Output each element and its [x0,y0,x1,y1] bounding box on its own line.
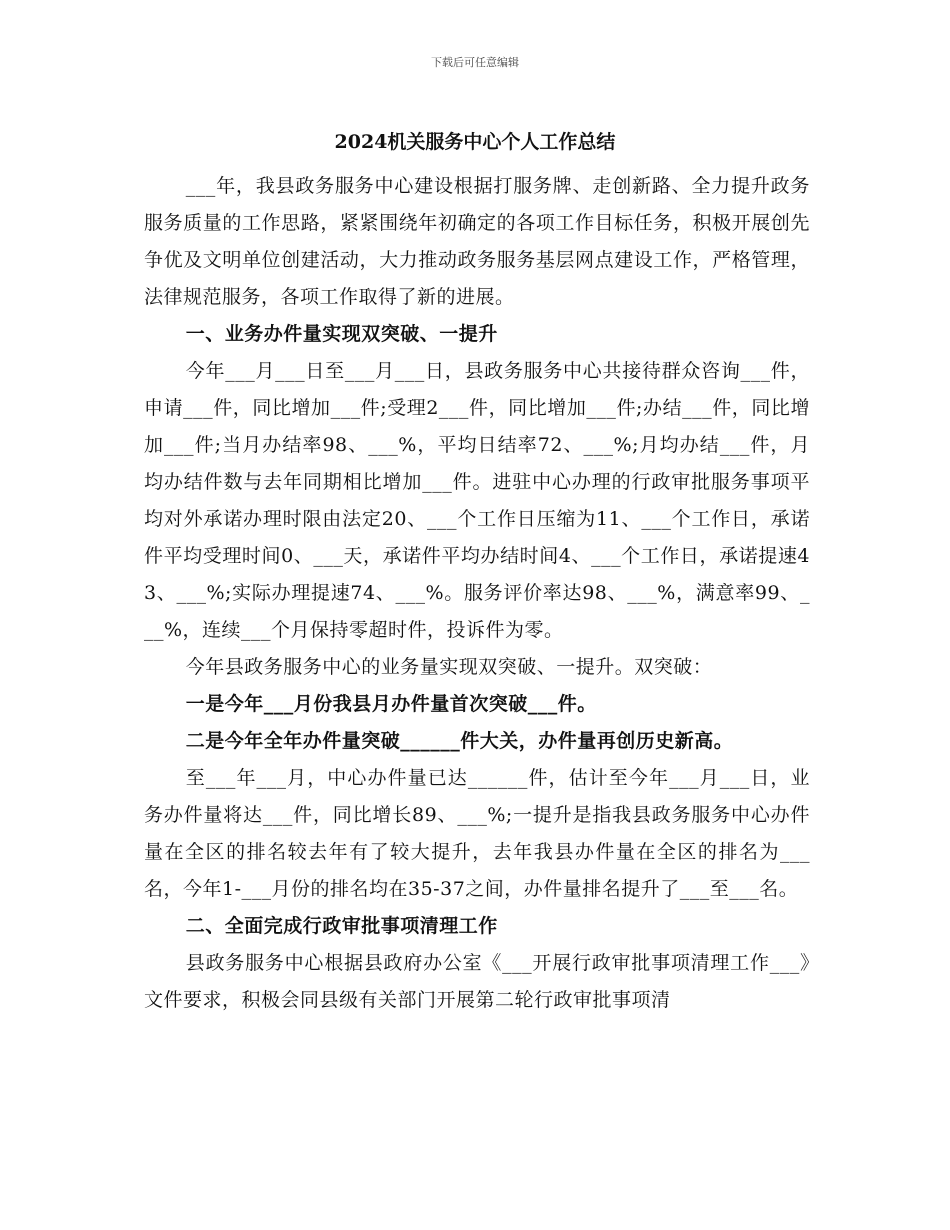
intro-paragraph: ___年，我县政务服务中心建设根据打服务牌、走创新路、全力提升政务服务质量的工作思路，紧紧围绕年初确定的各项工作目标任务，积极开展创先争优及文明单位创建活动，大力推动政务服务基层网点建设工作，严格管理，法律规范服务，各项工作取得了新的进展。 [144,175,810,308]
section-heading-2: 二、全面完成行政审批事项清理工作 [185,915,498,937]
document-title: 2024机关服务中心个人工作总结 [334,131,616,153]
breakthrough-item-1: 一是今年___月份我县月办件量首次突破___件。 [185,693,597,715]
cleanup-paragraph: 县政务服务中心根据县政府办公室《___开展行政审批事项清理工作___》文件要求，积极会同县级有关部门开展第二轮行政审批事项清 [144,952,810,1011]
page-header-note: 下载后可任意编辑 [431,56,519,69]
breakthrough-item-2: 二是今年全年办件量突破______件大关，办件量再创历史新高。 [185,730,734,752]
statistics-paragraph: 今年___月___日至___月___日，县政务服务中心共接待群众咨询___件，申请___件，同比增加___件;受理2___件，同比增加___件;办结___件，同比增加___件;当月办结率98、___%，平均日结率72、___%;月均办结___件，月均办结件数与去年同期相比增加___件。进驻中心办理的行政审批服务事项平均对外承诺办理时限由法定20、___个工作日压缩为11、___个工作日，承诺件平均受理时间0、___天，承诺件平均办结时间4、___个工作日，承诺提速43、___%;实际办理提速74、___%。服务评价率达98、___%，满意率99、___%，连续___个月保持零超时件，投诉件为零。 [144,360,810,641]
document-body [144,168,810,1019]
ranking-paragraph: 至___年___月，中心办件量已达______件，估计至今年___月___日，业务办件量将达___件，同比增长89、___%;一提升是指我县政务服务中心办件量在全区的排名较去年有了较大提升，去年我县办件量在全区的排名为___名，今年1-___月份的排名均在35-37之间，办件量排名提升了___至___名。 [144,767,810,900]
section-heading-1: 一、业务办件量实现双突破、一提升 [185,323,498,345]
summary-paragraph: 今年县政务服务中心的业务量实现双突破、一提升。双突破： [185,656,713,678]
